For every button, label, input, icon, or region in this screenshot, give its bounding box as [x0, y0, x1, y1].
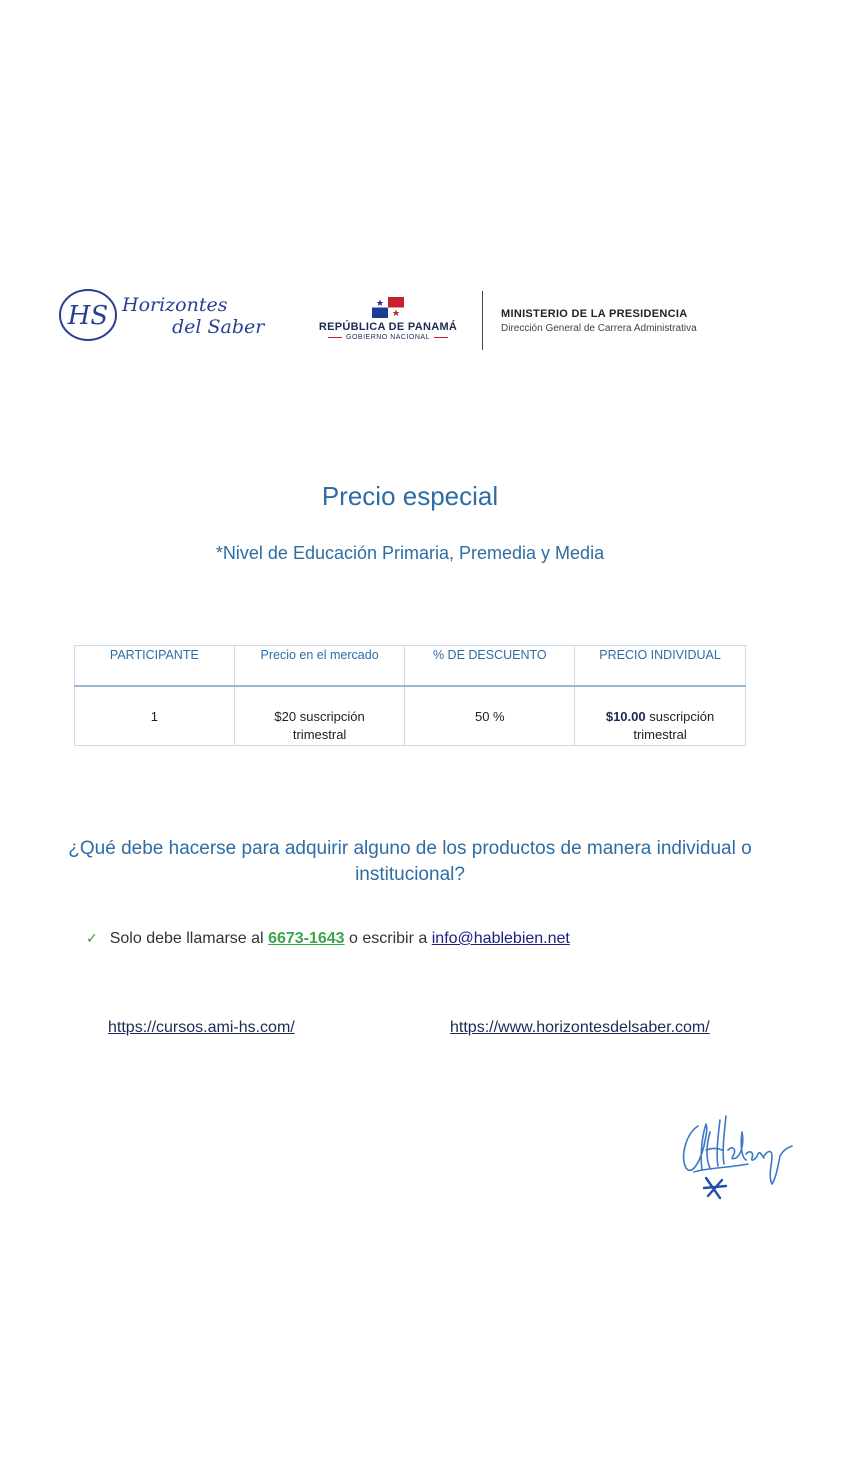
checkmark-icon: ✓: [86, 930, 98, 946]
ministerio-subtitle: Dirección General de Carrera Administrativa: [501, 323, 697, 334]
cursos-link[interactable]: https://cursos.ami-hs.com/: [108, 1019, 295, 1036]
horizontes-website-link[interactable]: https://www.horizontesdelsaber.com/: [450, 1019, 710, 1036]
republica-title: REPÚBLICA DE PANAMÁ: [318, 321, 458, 333]
hs-logo-text: [122, 294, 264, 338]
header-precio-mercado: Precio en el mercado: [234, 646, 405, 686]
cell-participante: 1: [75, 686, 235, 746]
cell-precio-mercado: [234, 686, 405, 746]
page-title: Precio especial: [321, 481, 499, 511]
hs-logo-line2: del Saber: [172, 316, 265, 338]
ministerio-title: MINISTERIO DE LA PRESIDENCIA: [501, 308, 688, 320]
horizontes-del-saber-logo: [58, 284, 273, 346]
republica-subtitle: [308, 334, 468, 341]
email-link[interactable]: info@hablebien.net: [431, 930, 570, 947]
precio-mercado-text: $20 suscripción trimestral: [274, 708, 365, 742]
cell-precio-individual: [575, 686, 746, 746]
cell-descuento: 50 %: [405, 686, 575, 746]
hs-logo-line1: Horizontes: [122, 294, 228, 316]
header-precio-individual: PRECIO INDIVIDUAL: [575, 646, 746, 686]
header-participante: PARTICIPANTE: [75, 646, 235, 686]
handwritten-signature: [676, 1106, 806, 1201]
page-subtitle: *Nivel de Educación Primaria, Premedia y Media: [215, 543, 605, 563]
svg-text:HS: HS: [67, 301, 109, 331]
header-descuento: % DE DESCUENTO: [405, 646, 575, 686]
phone-link[interactable]: 6673-1643: [268, 930, 345, 947]
header-divider: [482, 291, 483, 350]
hs-monogram-icon: [58, 287, 118, 343]
instruction-middle: o escribir a: [349, 930, 428, 947]
table-header-row: [75, 646, 746, 686]
table-row: [75, 686, 746, 746]
price-table: [74, 645, 746, 746]
precio-individual-rest: suscripción trimestral: [633, 708, 715, 742]
panama-flag-icon: [372, 297, 404, 318]
question-heading: ¿Qué debe hacerse para adquirir alguno de los productos de manera individual o institucional?: [68, 838, 752, 885]
gobierno-nacional-label: GOBIERNO NACIONAL: [346, 334, 430, 341]
instruction-bullet: [86, 930, 570, 948]
instruction-prefix: Solo debe llamarse al: [109, 930, 264, 947]
precio-individual-amount: $10.00: [605, 708, 646, 724]
